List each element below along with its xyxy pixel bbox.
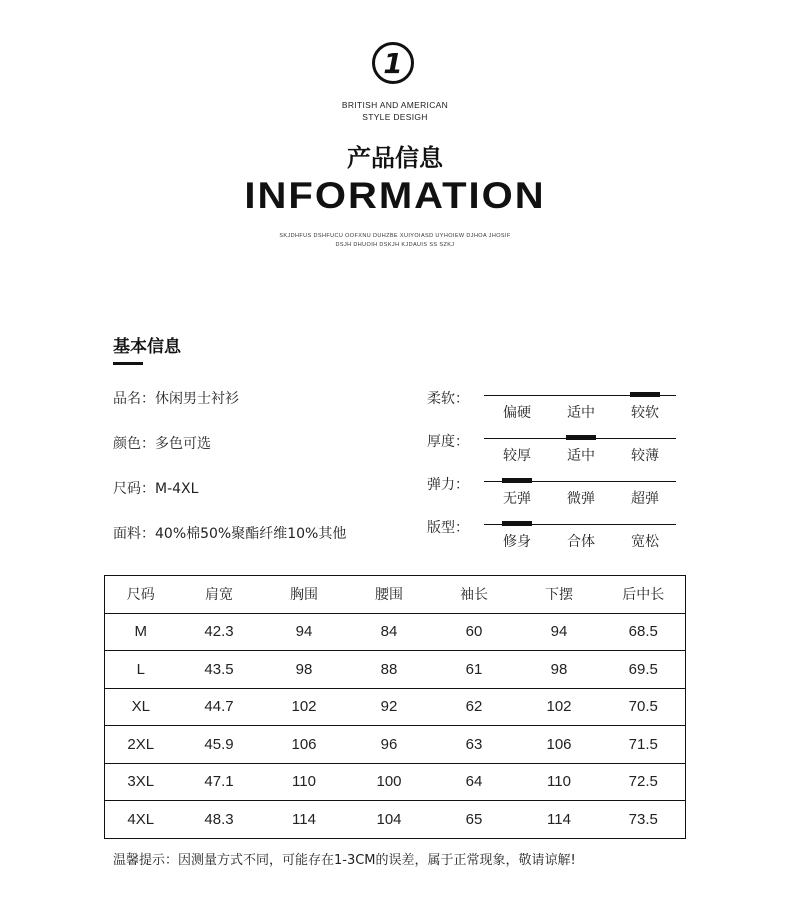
info-size: 尺码：M-4XL — [113, 481, 199, 497]
section-underline — [113, 362, 143, 365]
page-title-en: INFORMATION — [244, 175, 546, 217]
table-cell: 44.7 — [204, 698, 234, 716]
scale-option: 较软 — [631, 405, 659, 421]
scale-selected-marker — [502, 478, 532, 483]
scale-option: 微弹 — [567, 491, 595, 507]
table-cell: 84 — [380, 623, 398, 641]
table-cell: 48.3 — [204, 810, 234, 828]
table-cell: 96 — [380, 735, 398, 753]
page-title-cn: 产品信息 — [347, 144, 443, 172]
col-header-back-length: 后中长 — [622, 587, 665, 604]
scale-label: 版型： — [427, 520, 469, 536]
table-cell: 98 — [550, 660, 568, 678]
table-cell: 42.3 — [204, 623, 234, 641]
scale-option: 适中 — [567, 405, 595, 421]
table-cell: 102 — [291, 698, 317, 716]
table-cell: 71.5 — [628, 735, 658, 753]
table-cell: 70.5 — [628, 698, 658, 716]
scale-option: 无弹 — [503, 491, 531, 507]
table-cell: M — [134, 623, 147, 641]
info-fabric: 面料：40%棉50%聚酯纤维10%其他 — [113, 526, 347, 542]
table-cell: 114 — [292, 810, 316, 828]
col-header-sleeve: 袖长 — [460, 587, 488, 604]
scale-option: 偏硬 — [503, 405, 531, 421]
table-row — [105, 801, 686, 839]
col-header-shoulder: 肩宽 — [205, 587, 233, 604]
table-cell: 62 — [465, 698, 483, 716]
table-cell: 65 — [465, 810, 483, 828]
section-title: 基本信息 — [113, 337, 181, 357]
table-cell: 43.5 — [204, 660, 234, 678]
table-cell: 73.5 — [628, 810, 658, 828]
logo-number: 1 — [383, 46, 403, 80]
table-cell: 114 — [547, 810, 571, 828]
tiny-text-line-1: SKJDHFUS DSHFUCU OOFXNU DUHZBE XUIYOIASD UYHOIEW DJHOA JHOSIF — [279, 233, 511, 239]
table-cell: 63 — [465, 735, 483, 753]
scale-selected-marker — [502, 521, 532, 526]
scale-option: 较厚 — [503, 448, 531, 464]
scale-option: 合体 — [567, 534, 595, 550]
table-cell: 102 — [546, 698, 572, 716]
table-cell: 68.5 — [628, 623, 658, 641]
table-cell: 94 — [550, 623, 568, 641]
table-row — [105, 688, 686, 726]
table-cell: 88 — [380, 660, 398, 678]
info-product-name: 品名：休闲男士衬衫 — [113, 391, 239, 407]
table-cell: 69.5 — [628, 660, 658, 678]
col-header-waist: 腰围 — [375, 587, 403, 604]
table-cell: 45.9 — [204, 735, 234, 753]
table-cell: 72.5 — [628, 773, 658, 791]
scale-option: 适中 — [567, 448, 595, 464]
table-cell: 106 — [291, 735, 317, 753]
table-cell: 60 — [465, 623, 483, 641]
table-cell: 4XL — [127, 810, 155, 828]
table-cell: 47.1 — [204, 773, 234, 791]
scale-selected-marker — [566, 435, 596, 440]
logo-number-icon — [372, 42, 414, 84]
table-cell: 110 — [547, 773, 571, 791]
table-header-row — [105, 576, 686, 614]
table-cell: 61 — [465, 660, 483, 678]
scale-option: 修身 — [503, 534, 531, 550]
scale-label: 柔软： — [427, 391, 469, 407]
table-cell: 110 — [292, 773, 316, 791]
table-cell: 106 — [546, 735, 572, 753]
table-row — [105, 763, 686, 801]
info-color: 颜色：多色可选 — [113, 436, 211, 452]
col-header-chest: 胸围 — [290, 587, 318, 604]
brand-line-2: STYLE DESIGH — [362, 112, 428, 122]
scale-selected-marker — [630, 392, 660, 397]
table-cell: 100 — [376, 773, 402, 791]
table-cell: 64 — [465, 773, 483, 791]
scale-option: 超弹 — [631, 491, 659, 507]
table-row — [105, 651, 686, 689]
col-header-hem: 下摆 — [545, 587, 573, 604]
table-row — [105, 613, 686, 651]
col-header-size: 尺码 — [126, 587, 155, 604]
scale-option: 宽松 — [631, 534, 659, 550]
table-cell: 94 — [295, 623, 313, 641]
size-table — [104, 575, 686, 839]
table-cell: XL — [131, 698, 150, 716]
table-cell: 2XL — [127, 735, 155, 753]
table-cell: 98 — [295, 660, 313, 678]
table-cell: L — [136, 660, 145, 678]
scale-label: 弹力： — [427, 477, 469, 493]
table-row — [105, 726, 686, 764]
scale-label: 厚度： — [427, 434, 469, 450]
tiny-text-line-2: DSJH DHUOIH DSKJH KJDAUIS SS SZKJ — [335, 242, 455, 248]
table-cell: 3XL — [127, 773, 155, 791]
measurement-note: 温馨提示：因测量方式不同，可能存在1-3CM的误差，属于正常现象，敬请谅解! — [113, 853, 576, 868]
scale-option: 较薄 — [631, 448, 659, 464]
table-cell: 104 — [376, 810, 402, 828]
table-cell: 92 — [380, 698, 398, 716]
brand-line-1: BRITISH AND AMERICAN — [341, 100, 449, 110]
